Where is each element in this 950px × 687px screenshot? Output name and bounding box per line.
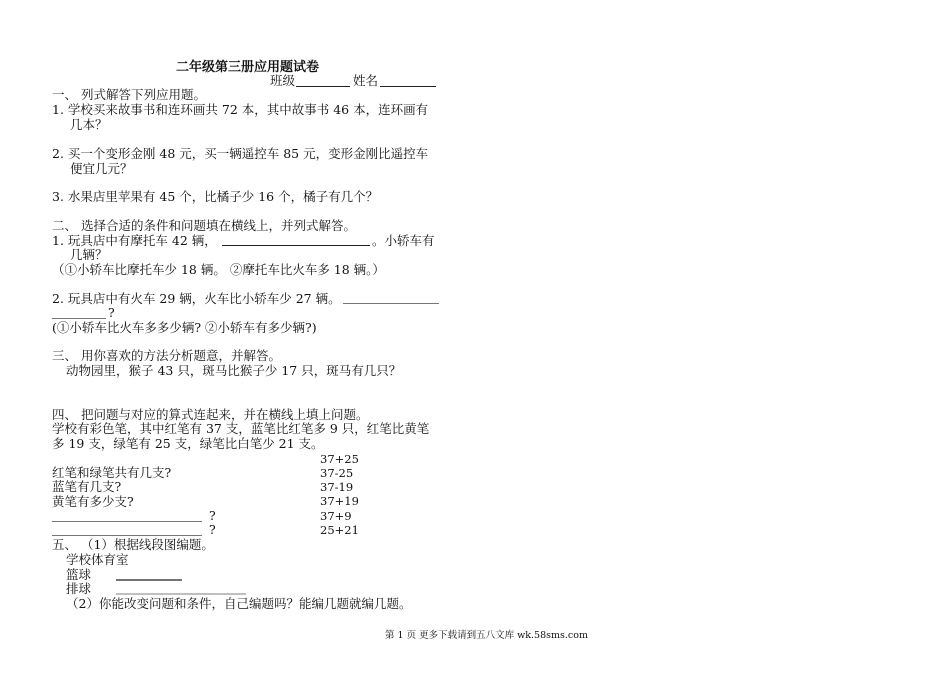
formula[interactable]: 37+19 — [320, 494, 359, 508]
s5-item-volleyball: 排球 — [66, 581, 92, 596]
s1-question-3: 3. 水果店里苹果有 45 个，比橘子少 16 个，橘子有几个？ — [52, 189, 379, 204]
page-title: 二年级第三册应用题试卷 — [176, 60, 320, 75]
s4-problem-line-1: 学校有彩色笔，其中红笔有 37 支，蓝笔比红笔多 9 只，红笔比黄笔 — [52, 421, 430, 436]
s2-question-2-options: (①小轿车比火车多多少辆? ②小轿车有多少辆?) — [52, 320, 317, 335]
s1-question-2-line-2: 便宜几元？ — [70, 161, 133, 176]
section-2-heading: 二、 选择合适的条件和问题填在横线上，并列式解答。 — [52, 218, 356, 233]
s1-question-2-line-1: 2. 买一个变形金刚 48 元，买一辆遥控车 85 元，变形金刚比遥控车 — [52, 146, 429, 161]
s5-item-basketball: 篮球 — [66, 567, 92, 582]
s4-question-mark: ? — [209, 522, 216, 537]
formula[interactable]: 25+21 — [320, 523, 359, 537]
class-label: 班级 — [270, 73, 296, 88]
formula[interactable]: 37+25 — [320, 452, 359, 466]
s5-diagram-label: 学校体育室 — [66, 552, 129, 567]
section-4-heading: 四、 把问题与对应的算式连起来，并在横线上填上问题。 — [52, 407, 369, 422]
s2-question-1-end: 。小轿车有 — [372, 233, 435, 248]
formula[interactable]: 37+9 — [320, 509, 352, 523]
s4-question[interactable]: 黄笔有多少支? — [52, 494, 134, 509]
s1-question-1-line-1: 1. 学校买来故事书和连环画共 72 本，其中故事书 46 本，连环画有 — [52, 102, 429, 117]
s4-question-mark: ? — [209, 508, 216, 523]
s2-question-1-options: （①小轿车比摩托车少 18 辆。 ②摩托车比火车多 18 辆。） — [52, 262, 385, 277]
s4-problem-line-2: 多 19 支，绿笔有 25 支，绿笔比白笔少 21 支。 — [52, 436, 324, 451]
section-5-heading: 五、 （1）根据线段图编题。 — [52, 537, 214, 552]
s2-question-2-line-1: 2. 玩具店中有火车 29 辆，火车比小轿车少 27 辆。 — [52, 291, 341, 306]
formula[interactable]: 37-25 — [320, 466, 354, 480]
s2-question-2-mark: ? — [108, 305, 115, 320]
section-1-heading: 一、 列式解答下列应用题。 — [52, 87, 206, 102]
s1-question-1-line-2: 几本？ — [70, 117, 108, 132]
s2-question-1-line-2: 几辆？ — [70, 247, 108, 262]
s3-problem-text: 动物园里，猴子 43 只，斑马比猴子少 17 只，斑马有几只？ — [66, 363, 402, 378]
name-label: 姓名 — [353, 73, 379, 88]
formula[interactable]: 37-19 — [320, 480, 354, 494]
page-footer: 第 1 页 更多下载请到五八文库 wk.58sms.com — [385, 630, 588, 641]
s5-part-2: （2）你能改变问题和条件，自己编题吗？能编几题就编几题。 — [66, 596, 412, 611]
s2-question-1-line-1: 1. 玩具店中有摩托车 42 辆， — [52, 233, 217, 248]
s4-question[interactable]: 蓝笔有几支? — [52, 479, 122, 494]
section-3-heading: 三、 用你喜欢的方法分析题意，并解答。 — [52, 348, 281, 363]
s4-question[interactable]: 红笔和绿笔共有几支? — [52, 465, 172, 480]
